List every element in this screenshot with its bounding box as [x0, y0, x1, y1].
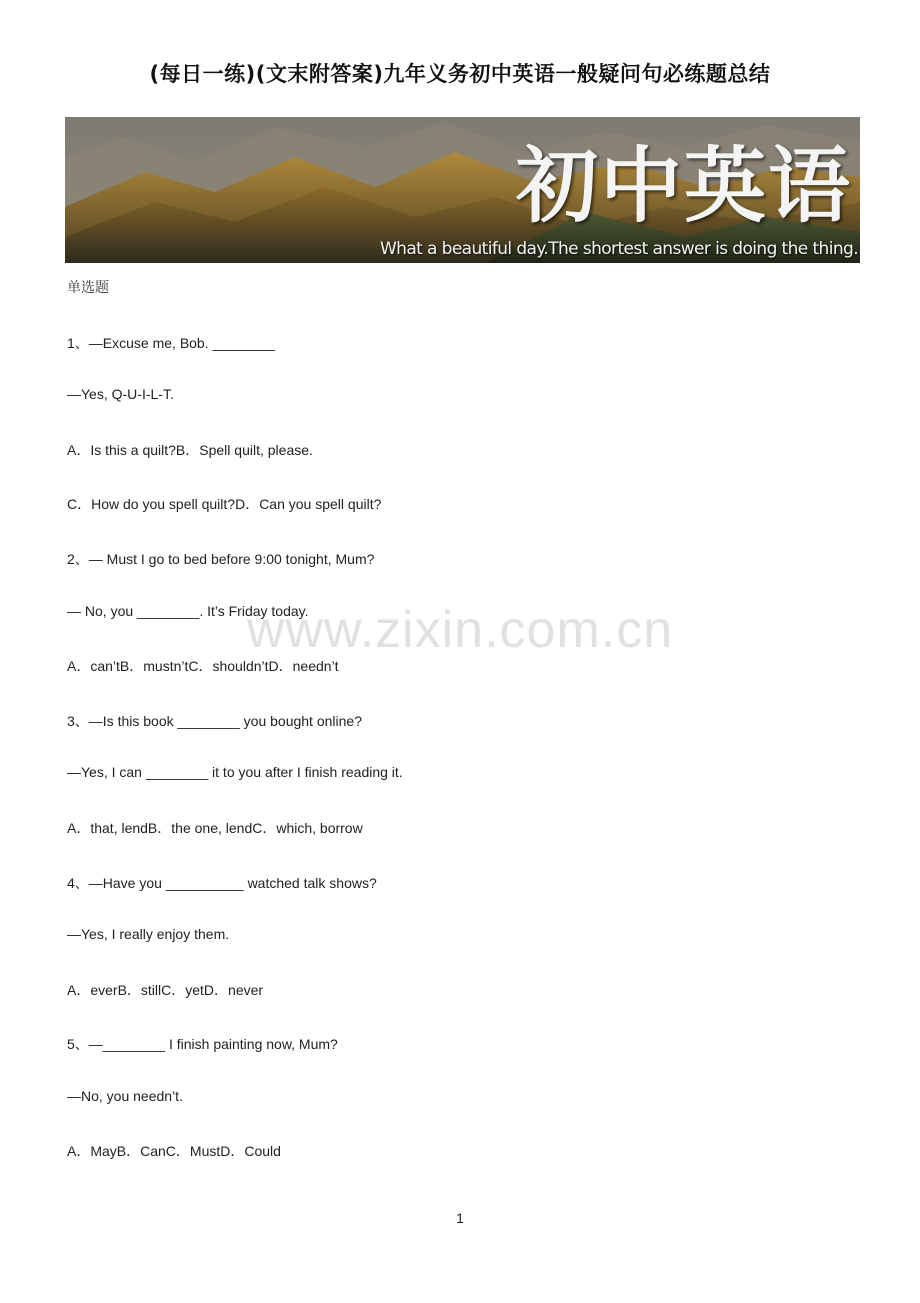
document-title: (每日一练)(文末附答案)九年义务初中英语一般疑问句必练题总结	[149, 62, 771, 86]
page-number: 1	[456, 1210, 464, 1226]
options-line: A．everB．stillC．yetD．never	[67, 982, 264, 998]
banner-tagline: What a beautiful day.The shortest answer is doing the thing.	[379, 239, 858, 259]
watermark: www.zixin.com.cn	[246, 601, 674, 659]
options-line: C．How do you spell quilt?D．Can you spell quilt?	[67, 496, 382, 512]
options-line: A．MayB．CanC．MustD．Could	[67, 1143, 281, 1159]
answer-line: — No, you ________. It’s Friday today.	[67, 603, 309, 619]
answer-line: —Yes, I really enjoy them.	[67, 926, 230, 942]
banner-headline: 初中英语	[515, 138, 852, 234]
answer-line: —Yes, I can ________ it to you after I finish reading it.	[67, 764, 403, 780]
section-label: 单选题	[67, 280, 109, 296]
options-line: A．Is this a quilt?B．Spell quilt, please.	[67, 442, 313, 458]
answer-line: —No, you needn’t.	[67, 1088, 183, 1104]
question-line: 3、—Is this book ________ you bought online?	[67, 713, 362, 729]
options-line: A．can’tB．mustn’tC．shouldn’tD．needn’t	[67, 658, 339, 674]
question-line: 1、—Excuse me, Bob. ________	[67, 335, 275, 351]
question-line: 2、— Must I go to bed before 9:00 tonight, Mum?	[67, 551, 375, 567]
question-line: 4、—Have you __________ watched talk shows?	[67, 875, 377, 891]
answer-line: —Yes, Q-U-I-L-T.	[67, 386, 174, 402]
banner-image	[65, 117, 860, 263]
options-line: A．that, lendB．the one, lendC．which, borrow	[67, 820, 363, 836]
question-line: 5、—________ I finish painting now, Mum?	[67, 1036, 338, 1052]
